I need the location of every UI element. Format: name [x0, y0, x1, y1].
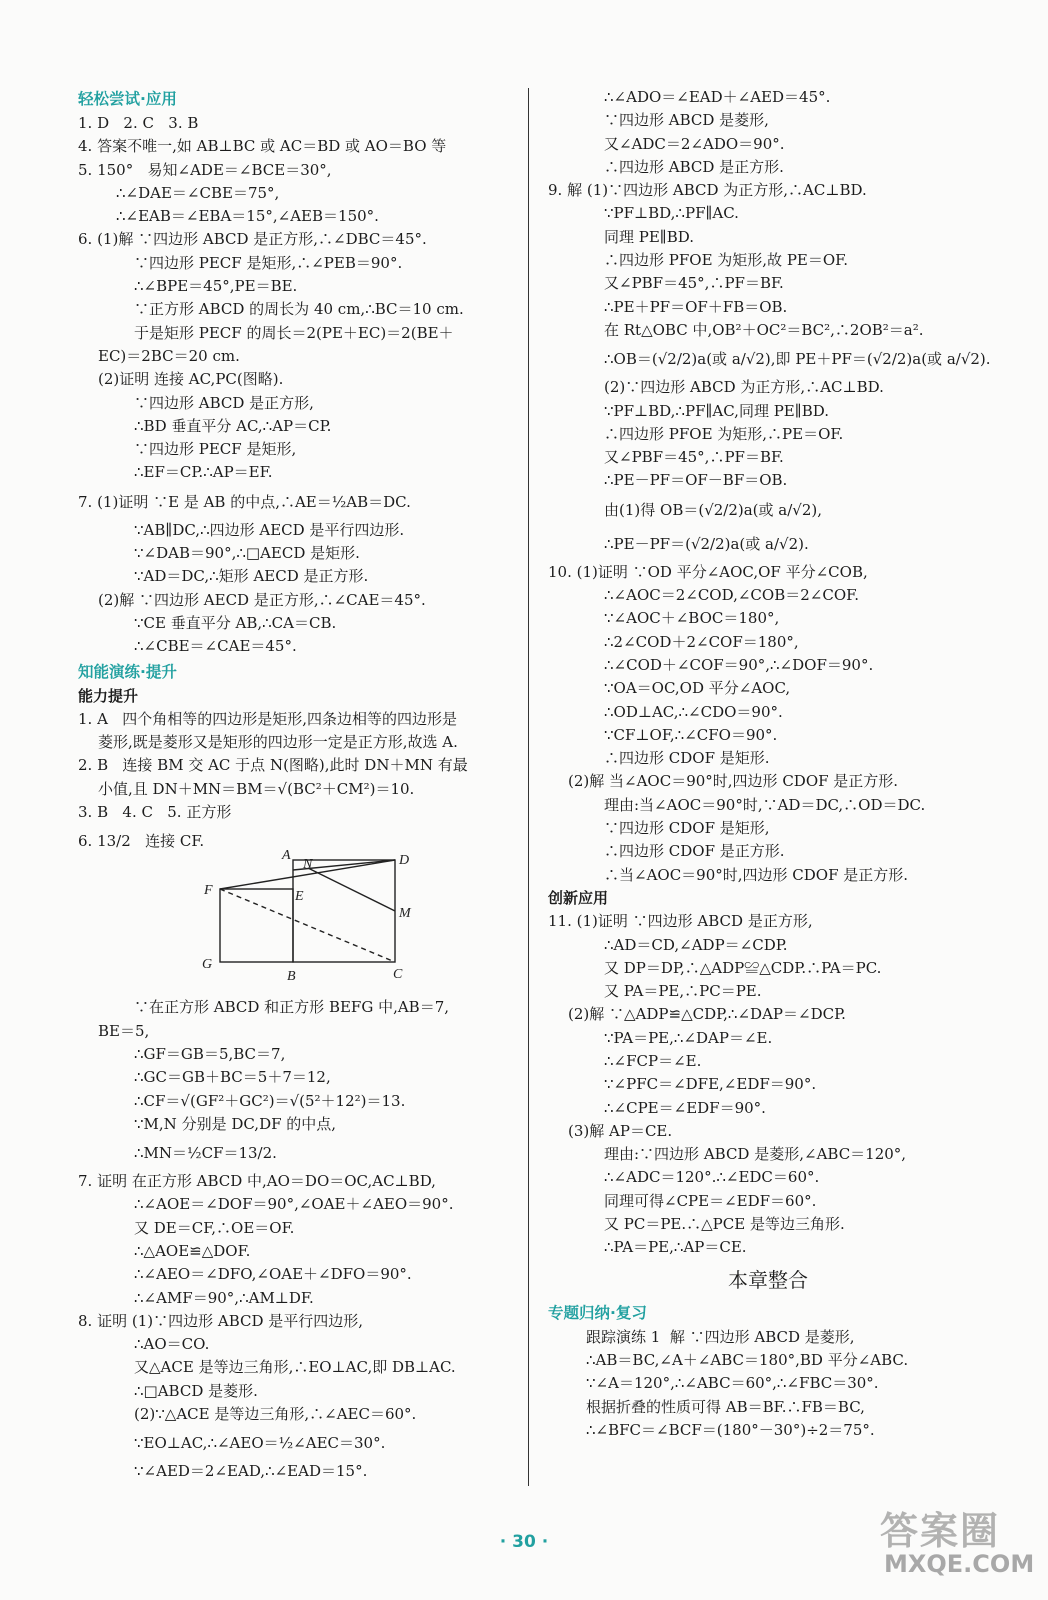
text-line: ∴∠EAB＝∠EBA＝15°,∠AEB＝150°.: [116, 207, 379, 226]
text-line: 又△ACE 是等边三角形,∴EO⊥AC,即 DB⊥AC.: [134, 1358, 456, 1377]
text-line: ∴∠ADC＝120°.∴∠EDC＝60°.: [604, 1168, 820, 1187]
label-B: B: [287, 969, 296, 985]
text-line: ∵M,N 分别是 DC,DF 的中点,: [134, 1114, 337, 1133]
text-line: 3. B 4. C 5. 正方形: [78, 803, 232, 822]
text-line: ∵PF⊥BD,∴PF∥AC,同理 PE∥BD.: [604, 401, 829, 420]
subsection-heading: 创新应用: [548, 888, 609, 907]
text-line: ∴PE－PF＝OF－BF＝OB.: [604, 471, 788, 490]
text-line: 理由:∵四边形 ABCD 是菱形,∠ABC＝120°,: [604, 1145, 907, 1164]
label-N: N: [303, 857, 313, 873]
text-line: 10. (1)证明 ∵OD 平分∠AOC,OF 平分∠COB,: [548, 562, 868, 581]
text-line: 跟踪演练 1 解 ∵四边形 ABCD 是菱形,: [586, 1327, 855, 1346]
text-line: 由(1)得 OB＝(√2/2)a(或 a/√2),: [604, 500, 823, 519]
label-G: G: [202, 957, 213, 973]
text-line: 菱形,既是菱形又是矩形的四边形一定是正方形,故选 A.: [98, 733, 458, 752]
geometry-figure: [78, 848, 518, 996]
text-line: 1. D 2. C 3. B: [78, 114, 199, 132]
section-heading: 轻松尝试·应用: [78, 90, 177, 108]
text-line: (2)解 ∵四边形 AECD 是正方形,∴∠CAE＝45°.: [98, 590, 426, 609]
text-line: ∴AO＝CO.: [134, 1335, 210, 1354]
text-line: 1. A 四个角相等的四边形是矩形,四条边相等的四边形是: [78, 709, 457, 728]
text-line: ∴∠DAE＝∠CBE＝75°,: [116, 183, 280, 202]
text-line: ∴∠BFC＝∠BCF＝(180°－30°)÷2＝75°.: [586, 1420, 875, 1439]
text-line: ∵四边形 PECF 是矩形,: [134, 440, 297, 459]
text-line: ∴OD⊥AC,∴∠CDO＝90°.: [604, 702, 783, 721]
text-line: ∵∠AOC＋∠BOC＝180°,: [604, 609, 780, 628]
text-line: ∴GC＝GB＋BC＝5＋7＝12,: [134, 1068, 331, 1087]
text-line: BE＝5,: [98, 1021, 150, 1040]
label-A: A: [282, 848, 291, 864]
text-line: (2)证明 连接 AC,PC(图略).: [98, 370, 284, 389]
label-C: C: [393, 967, 403, 983]
text-line: ∴∠CBE＝∠CAE＝45°.: [134, 637, 297, 656]
text-line: ∴当∠AOC＝90°时,四边形 CDOF 是正方形.: [604, 865, 909, 884]
text-line: 7. 证明 在正方形 ABCD 中,AO＝DO＝OC,AC⊥BD,: [78, 1172, 436, 1191]
text-line: 又∠PBF＝45°,∴PF＝BF.: [604, 448, 784, 467]
text-line: 同理可得∠CPE＝∠EDF＝60°.: [604, 1191, 817, 1210]
text-line: 8. 证明 (1)∵四边形 ABCD 是平行四边形,: [78, 1311, 364, 1330]
text-line: 5. 150° 易知∠ADE＝∠BCE＝30°,: [78, 160, 332, 179]
label-E: E: [295, 889, 304, 905]
text-line: ∵四边形 CDOF 是矩形,: [604, 819, 770, 838]
text-line: (3)解 AP＝CE.: [568, 1121, 673, 1140]
text-line: ∴∠AOC＝2∠COD,∠COB＝2∠COF.: [604, 586, 859, 605]
text-line: (2)∵四边形 ABCD 为正方形,∴AC⊥BD.: [604, 378, 884, 397]
text-line: ∵∠DAB＝90°,∴□AECD 是矩形.: [134, 544, 360, 563]
text-line: ∴PE＋PF＝OF＋FB＝OB.: [604, 297, 788, 316]
text-line: (2)解 ∵△ADP≌△CDP,∴∠DAP＝∠DCP.: [568, 1005, 846, 1024]
text-line: ∵∠PFC＝∠DFE,∠EDF＝90°.: [604, 1075, 817, 1094]
text-line: ∴四边形 PFOE 为矩形,∴PE＝OF.: [604, 424, 844, 443]
text-line: 9. 解 (1)∵四边形 ABCD 为正方形,∴AC⊥BD.: [548, 181, 867, 200]
text-line: 11. (1)证明 ∵四边形 ABCD 是正方形,: [548, 912, 813, 931]
text-line: ∴△AOE≌△DOF.: [134, 1241, 251, 1260]
text-line: 根据折叠的性质可得 AB＝BF.∴FB＝BC,: [586, 1397, 865, 1416]
text-line: ∵CE 垂直平分 AB,∴CA＝CB.: [134, 613, 337, 632]
text-line: EC)＝2BC＝20 cm.: [98, 346, 240, 365]
text-line: 又 PC＝PE.∴△PCE 是等边三角形.: [604, 1215, 845, 1234]
text-line: 2. B 连接 BM 交 AC 于点 N(图略),此时 DN＋MN 有最: [78, 756, 468, 775]
text-line: ∴GF＝GB＝5,BC＝7,: [134, 1044, 286, 1063]
text-line: ∴四边形 CDOF 是正方形.: [604, 842, 785, 861]
section-heading: 知能演练·提升: [78, 662, 177, 681]
text-line: ∵PF⊥BD,∴PF∥AC.: [604, 204, 739, 223]
text-line: ∵EO⊥AC,∴∠AEO＝½∠AEC＝30°.: [134, 1434, 386, 1453]
text-line: 小值,且 DN＋MN＝BM＝√(BC²＋CM²)＝10.: [98, 779, 415, 798]
text-line: 同理 PE∥BD.: [604, 227, 695, 246]
text-line: 在 Rt△OBC 中,OB²＋OC²＝BC²,∴2OB²＝a².: [604, 320, 924, 339]
chapter-title: 本章整合: [728, 1267, 808, 1292]
text-line: 6. (1)解 ∵四边形 ABCD 是正方形,∴∠DBC＝45°.: [78, 230, 427, 249]
section-heading: 专题归纳·复习: [548, 1303, 647, 1322]
text-line: 又 PA＝PE,∴PC＝PE.: [604, 982, 762, 1001]
text-line: 6. 13/2 连接 CF.: [78, 832, 205, 851]
watermark-logo: 答案圈: [880, 1509, 1001, 1553]
text-line: ∴□ABCD 是菱形.: [134, 1381, 258, 1400]
text-line: ∵在正方形 ABCD 和正方形 BEFG 中,AB＝7,: [134, 998, 450, 1017]
text-line: ∵正方形 ABCD 的周长为 40 cm,∴BC＝10 cm.: [134, 300, 464, 319]
text-line: 7. (1)证明 ∵E 是 AB 的中点,∴AE＝½AB＝DC.: [78, 492, 411, 511]
text-line: ∴BD 垂直平分 AC,∴AP＝CP.: [134, 416, 332, 435]
text-line: ∴PA＝PE,∴AP＝CE.: [604, 1238, 747, 1257]
text-line: ∴∠AOE＝∠DOF＝90°,∠OAE＋∠AEO＝90°.: [134, 1195, 454, 1214]
column-divider: [528, 88, 529, 1486]
text-line: ∴CF＝√(GF²＋GC²)＝√(5²＋12²)＝13.: [134, 1091, 406, 1110]
text-line: ∴MN＝½CF＝13/2.: [134, 1144, 277, 1163]
text-line: 4. 答案不唯一,如 AB⊥BC 或 AC＝BD 或 AO＝BO 等: [78, 137, 447, 156]
page-number: · 30 ·: [499, 1532, 549, 1552]
text-line: (2)解 当∠AOC＝90°时,四边形 CDOF 是正方形.: [568, 772, 899, 791]
text-line: ∵PA＝PE,∴∠DAP＝∠E.: [604, 1028, 773, 1047]
text-line: 又 DP＝DP,∴△ADP≌△CDP.∴PA＝PC.: [604, 958, 882, 977]
text-line: 理由:当∠AOC＝90°时,∵AD＝DC,∴OD＝DC.: [604, 795, 926, 814]
text-line: ∴四边形 CDOF 是矩形.: [604, 749, 770, 768]
right-column: [548, 86, 991, 1442]
square-diagram: [198, 848, 428, 994]
text-line: (2)∵△ACE 是等边三角形,∴∠AEC＝60°.: [134, 1405, 417, 1424]
label-F: F: [204, 883, 213, 899]
text-line: ∴∠CPE＝∠EDF＝90°.: [604, 1098, 766, 1117]
text-line: ∵CF⊥OF,∴∠CFO＝90°.: [604, 725, 778, 744]
text-line: ∴EF＝CP.∴AP＝EF.: [134, 463, 273, 482]
text-line: ∴AD＝CD,∠ADP＝∠CDP.: [604, 935, 788, 954]
text-line: ∴∠ADO＝∠EAD＋∠AED＝45°.: [604, 88, 831, 106]
text-line: 又 DE＝CF,∴OE＝OF.: [134, 1218, 295, 1237]
text-line: ∴∠BPE＝45°,PE＝BE.: [134, 277, 298, 296]
text-line: ∴2∠COD＋2∠COF＝180°,: [604, 632, 799, 651]
text-line: ∴∠AEO＝∠DFO,∠OAE＋∠DFO＝90°.: [134, 1265, 412, 1284]
text-line: ∴OB＝(√2/2)a(或 a/√2),即 PE＋PF＝(√2/2)a(或 a/√2).: [604, 350, 991, 369]
text-line: 又∠ADC＝2∠ADO＝90°.: [604, 134, 785, 153]
watermark-url: MXQE.COM: [884, 1550, 1035, 1578]
text-line: ∵OA＝OC,OD 平分∠AOC,: [604, 679, 791, 698]
subsection-heading: 能力提升: [78, 686, 139, 705]
text-line: ∴PE－PF＝(√2/2)a(或 a/√2).: [604, 534, 809, 553]
watermark: [880, 1500, 1035, 1584]
text-line: ∵AB∥DC,∴四边形 AECD 是平行四边形.: [134, 520, 405, 539]
label-D: D: [399, 853, 410, 869]
text-line: ∴AB＝BC,∠A＋∠ABC＝180°,BD 平分∠ABC.: [586, 1350, 909, 1369]
text-line: ∴四边形 ABCD 是正方形.: [604, 157, 784, 176]
left-column: [78, 86, 518, 1484]
text-line: ∴∠COD＋∠COF＝90°,∴∠DOF＝90°.: [604, 655, 874, 674]
text-line: ∵四边形 ABCD 是正方形,: [134, 393, 314, 412]
text-line: ∵∠AED＝2∠EAD,∴∠EAD＝15°.: [134, 1462, 368, 1481]
text-line: ∴四边形 PFOE 为矩形,故 PE＝OF.: [604, 251, 848, 270]
text-line: ∴∠AMF＝90°,∴AM⊥DF.: [134, 1288, 314, 1307]
text-line: ∵AD＝DC,∴矩形 AECD 是正方形.: [134, 567, 369, 586]
label-M: M: [399, 906, 411, 922]
text-line: ∵∠A＝120°,∴∠ABC＝60°,∴∠FBC＝30°.: [586, 1374, 879, 1393]
text-line: 于是矩形 PECF 的周长＝2(PE＋EC)＝2(BE＋: [134, 323, 454, 342]
text-line: ∴∠FCP＝∠E.: [604, 1051, 702, 1070]
text-line: ∵四边形 ABCD 是菱形,: [604, 111, 769, 130]
text-line: ∵四边形 PECF 是矩形,∴∠PEB＝90°.: [134, 253, 403, 272]
text-line: 又∠PBF＝45°,∴PF＝BF.: [604, 274, 784, 293]
